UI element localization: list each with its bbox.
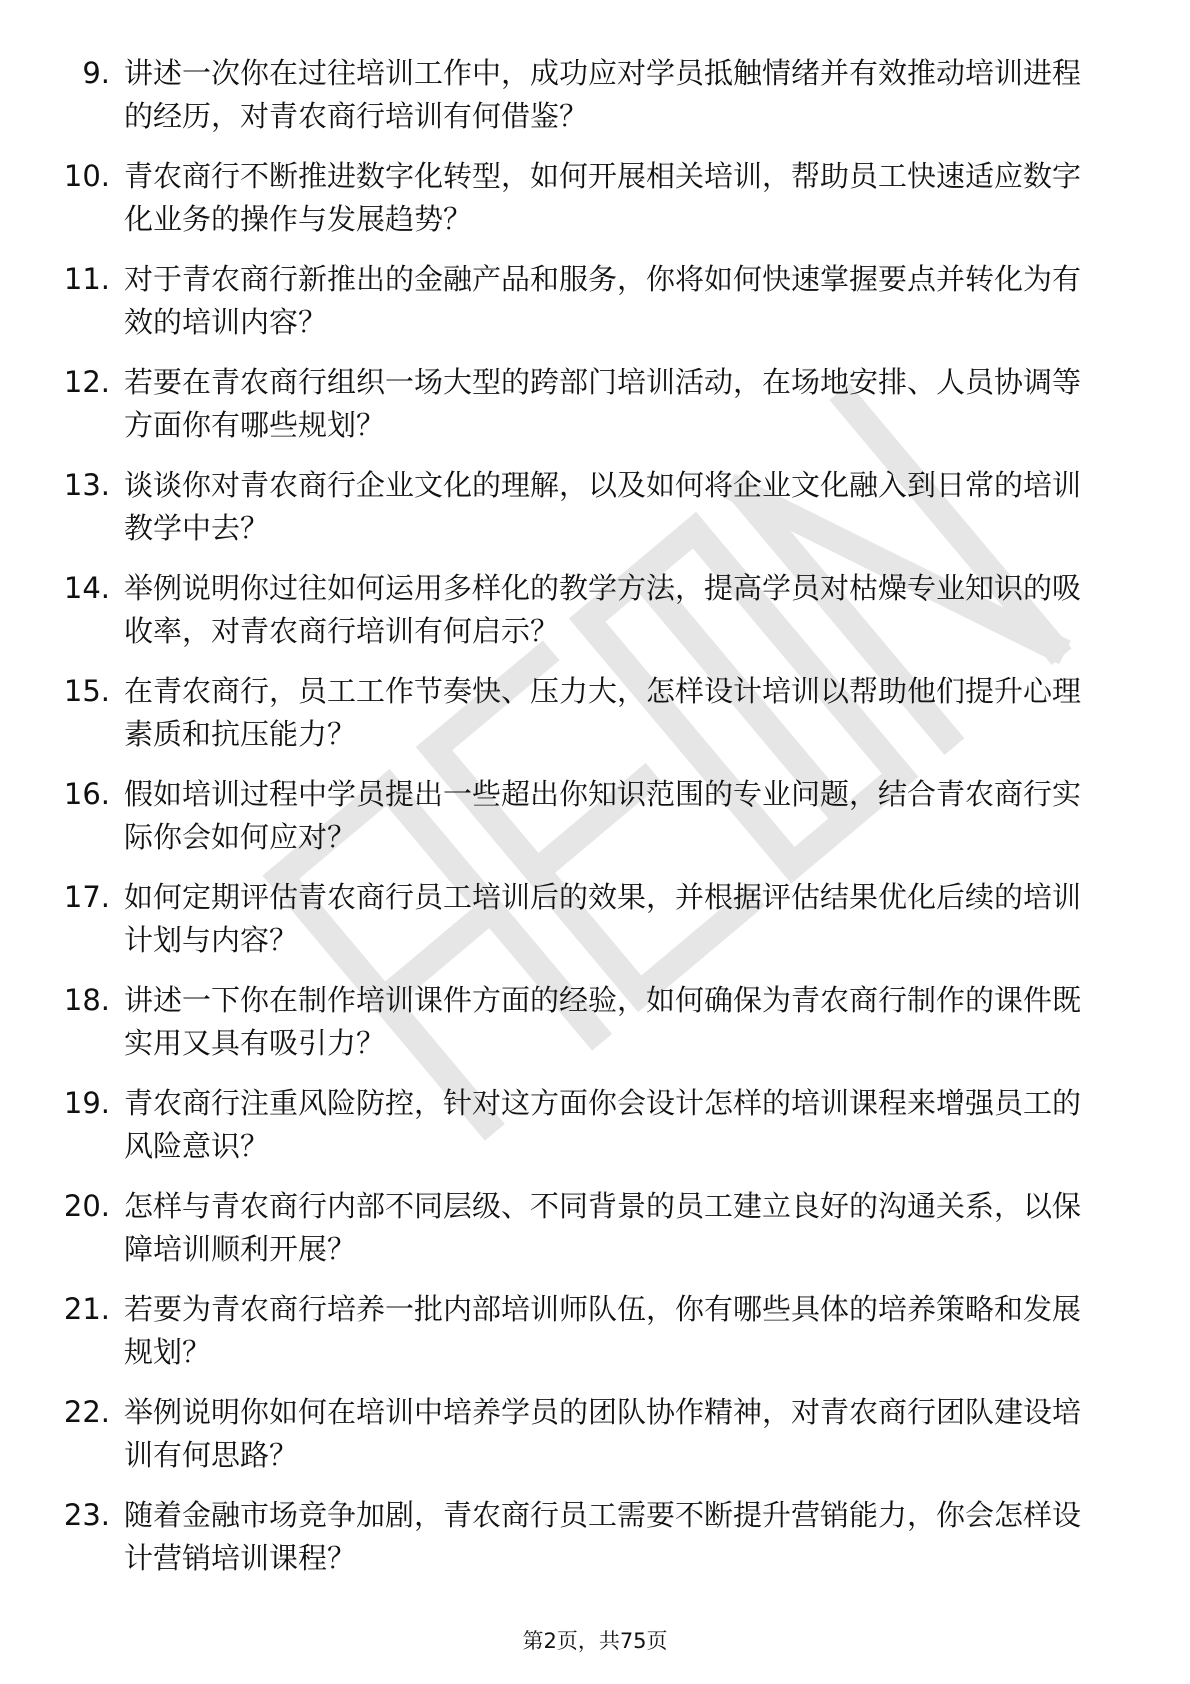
question-text: 随着金融市场竞争加剧，青农商行员工需要不断提升营销能力，你会怎样设计营销培训课程？ [124, 1498, 1082, 1575]
question-number: 15. [63, 674, 110, 708]
question-text: 青农商行不断推进数字化转型，如何开展相关培训，帮助员工快速适应数字化业务的操作与发展趋势？ [124, 159, 1082, 236]
question-number: 20. [63, 1189, 110, 1223]
question-number: 10. [63, 159, 110, 193]
question-number: 11. [63, 262, 110, 296]
question-item [0, 979, 1190, 1082]
question-number: 14. [63, 571, 110, 605]
question-text: 若要为青农商行培养一批内部培训师队伍，你有哪些具体的培养策略和发展规划？ [124, 1292, 1082, 1369]
question-item [0, 1288, 1190, 1391]
question-number: 12. [63, 365, 110, 399]
question-item [0, 155, 1190, 258]
question-number: 13. [63, 468, 110, 502]
question-item [0, 1494, 1190, 1597]
question-text: 举例说明你如何在培训中培养学员的团队协作精神，对青农商行团队建设培训有何思路？ [124, 1395, 1082, 1472]
question-item [0, 876, 1190, 979]
question-item [0, 361, 1190, 464]
question-item [0, 773, 1190, 876]
question-item [0, 1391, 1190, 1494]
question-text: 假如培训过程中学员提出一些超出你知识范围的专业问题，结合青农商行实际你会如何应对？ [124, 777, 1082, 854]
question-text: 怎样与青农商行内部不同层级、不同背景的员工建立良好的沟通关系，以保障培训顺利开展？ [124, 1189, 1082, 1266]
question-text: 举例说明你过往如何运用多样化的教学方法，提高学员对枯燥专业知识的吸收率，对青农商行培训有何启示？ [124, 571, 1082, 648]
question-text: 谈谈你对青农商行企业文化的理解，以及如何将企业文化融入到日常的培训教学中去？ [124, 468, 1082, 545]
question-number: 19. [63, 1086, 110, 1120]
question-text: 在青农商行，员工工作节奏快、压力大，怎样设计培训以帮助他们提升心理素质和抗压能力？ [124, 674, 1082, 751]
question-item [0, 258, 1190, 361]
question-item [0, 464, 1190, 567]
question-text: 青农商行注重风险防控，针对这方面你会设计怎样的培训课程来增强员工的风险意识？ [124, 1086, 1082, 1163]
question-list [0, 52, 1190, 1597]
question-number: 16. [63, 777, 110, 811]
question-item [0, 52, 1190, 155]
question-item [0, 670, 1190, 773]
question-item [0, 1082, 1190, 1185]
question-text: 讲述一次你在过往培训工作中，成功应对学员抵触情绪并有效推动培训进程的经历，对青农商行培训有何借鉴？ [124, 56, 1082, 133]
question-number: 9. [82, 56, 110, 90]
question-text: 如何定期评估青农商行员工培训后的效果，并根据评估结果优化后续的培训计划与内容？ [124, 880, 1082, 957]
question-number: 22. [63, 1395, 110, 1429]
question-text: 对于青农商行新推出的金融产品和服务，你将如何快速掌握要点并转化为有效的培训内容？ [124, 262, 1082, 339]
question-item [0, 567, 1190, 670]
question-number: 23. [63, 1498, 110, 1532]
page-footer: 第2页，共75页 [522, 1629, 668, 1653]
question-number: 17. [63, 880, 110, 914]
question-item [0, 1185, 1190, 1288]
question-number: 18. [63, 983, 110, 1017]
question-number: 21. [63, 1292, 110, 1326]
question-text: 若要在青农商行组织一场大型的跨部门培训活动，在场地安排、人员协调等方面你有哪些规划？ [124, 365, 1082, 442]
question-text: 讲述一下你在制作培训课件方面的经验，如何确保为青农商行制作的课件既实用又具有吸引力？ [124, 983, 1082, 1060]
